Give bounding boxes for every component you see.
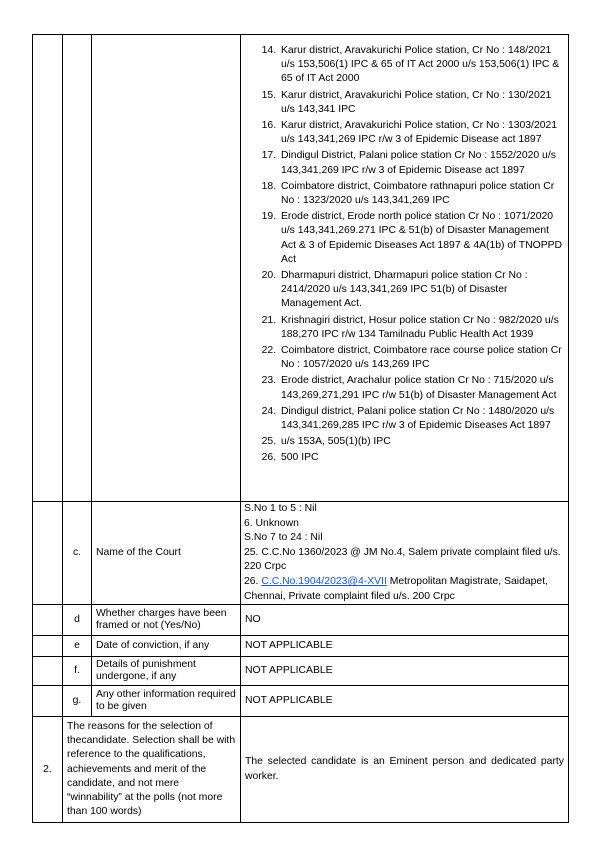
court-line: S.No 1 to 5 : Nil <box>244 503 317 514</box>
cases-list-cell <box>241 35 569 502</box>
court-line: S.No 7 to 24 : Nil <box>244 532 323 544</box>
selection-reason-title: The reasons for the selection of thecandidate. Selection shall be with reference to the qualifications, achievements and merit of the candidate, and not mere “winnability” at the polls (not more than 100 words) <box>63 717 241 823</box>
selection-reason-value: The selected candidate is an Eminent person and dedicated party worker. <box>241 717 569 823</box>
case-item: 22. Coimbatore district, Coimbatore race course police station Cr No : 1057/2020 u/s 143,269 IPC <box>279 344 566 372</box>
court-line <box>244 575 564 604</box>
charges-row-num-cell <box>33 605 63 636</box>
court-title: Name of the Court <box>92 502 241 605</box>
case-item: 15. Karur district, Aravakurichi Police station, Cr No : 130/2021 u/s 143,341 IPC <box>279 89 566 117</box>
charges-title: Whether charges have been framed or not (Yes/No) <box>92 605 241 636</box>
disclosure-table <box>32 34 569 823</box>
court-details <box>241 502 569 605</box>
court-line: 25. C.C.No 1360/2023 @ JM No.4, Salem private complaint filed u/s. 220 Crpc <box>244 546 561 573</box>
row-label-2: 2. <box>33 717 63 823</box>
row-label-d: d <box>63 605 92 636</box>
case-item: 17. Dindigul District, Palani police station Cr No : 1552/2020 u/s 143,341,269 IPC r/w 3 of Epidemic Disease act 1897 <box>279 149 566 177</box>
case-list <box>241 44 566 466</box>
case-item: 16. Karur district, Aravakurichi Police station, Cr No : 1303/2021 u/s 143,341,269 IPC r/w 3 of Epidemic Disease act 1897 <box>279 119 566 147</box>
other-info-row-num-cell <box>33 686 63 717</box>
row-label-e: e <box>63 636 92 657</box>
punishment-title: Details of punishment undergone, if any <box>92 657 241 686</box>
conviction-row-num-cell <box>33 636 63 657</box>
charges-row <box>33 605 569 636</box>
conviction-value: NOT APPLICABLE <box>241 636 569 657</box>
punishment-row-num-cell <box>33 657 63 686</box>
case-item: 23. Erode district, Arachalur police station Cr No : 715/2020 u/s 143,269,271,291 IPC r/w 51(b) of Disaster Management Act <box>279 374 566 402</box>
punishment-row <box>33 657 569 686</box>
other-info-title: Any other information required to be given <box>92 686 241 717</box>
cases-row <box>33 35 569 502</box>
punishment-value: NOT APPLICABLE <box>241 657 569 686</box>
conviction-title: Date of conviction, if any <box>92 636 241 657</box>
selection-reason-row <box>33 717 569 823</box>
court-row <box>33 502 569 605</box>
cases-row-title-cell <box>92 35 241 502</box>
court-line-rest: Metropolitan Magistrate, Saidapet, Chennai, Private complaint filed u/s. 200 Crpc <box>244 575 548 602</box>
row-label-g: g. <box>63 686 92 717</box>
case-item: 21. Krishnagiri district, Hosur police station Cr No : 982/2020 u/s 188,270 IPC r/w 134 Tamilnadu Public Health Act 1939 <box>279 314 566 342</box>
cases-row-letter-cell <box>63 35 92 502</box>
case-item: 19. Erode district, Erode north police station Cr No : 1071/2020 u/s 143,341,269.271 IPC & 51(b) of Disaster Management Act & 3 of Epidemic Diseases Act 1897 & 4A(1b) of TNOPPD Act <box>279 210 566 267</box>
cases-row-num-cell <box>33 35 63 502</box>
row-label-f: f. <box>63 657 92 686</box>
case-item: 25. u/s 153A, 505(1)(b) IPC <box>279 435 566 449</box>
case-item: 24. Dindigul district, Palani police station Cr No : 1480/2020 u/s 143,341,269,285 IPC r/w 3 of Epidemic Diseases Act 1897 <box>279 405 566 433</box>
other-info-row <box>33 686 569 717</box>
case-item: 18. Coimbatore district, Coimbatore rathnapuri police station Cr No : 1323/2020 u/s 143,341,269 IPC <box>279 180 566 208</box>
court-line-num: 26. <box>244 575 262 587</box>
court-line: 6. Unknown <box>244 517 299 529</box>
row-label-c: c. <box>63 502 92 605</box>
charges-value: NO <box>241 605 569 636</box>
other-info-value: NOT APPLICABLE <box>241 686 569 717</box>
case-number-link[interactable]: C.C.No.1904/2023@4-XVII <box>261 575 387 587</box>
case-item: 26. 500 IPC <box>279 451 566 465</box>
case-item: 20. Dharmapuri district, Dharmapuri police station Cr No : 2414/2020 u/s 143,341,269 IPC 51(b) of Disaster Management Act. <box>279 269 566 312</box>
case-item: 14. Karur district, Aravakurichi Police station, Cr No : 148/2021 u/s 153,506(1) IPC & 65 of IT Act 2000 u/s 153,506(1) IPC & 65 of IT Act 2000 <box>279 44 566 87</box>
court-row-num-cell <box>33 502 63 605</box>
conviction-row <box>33 636 569 657</box>
